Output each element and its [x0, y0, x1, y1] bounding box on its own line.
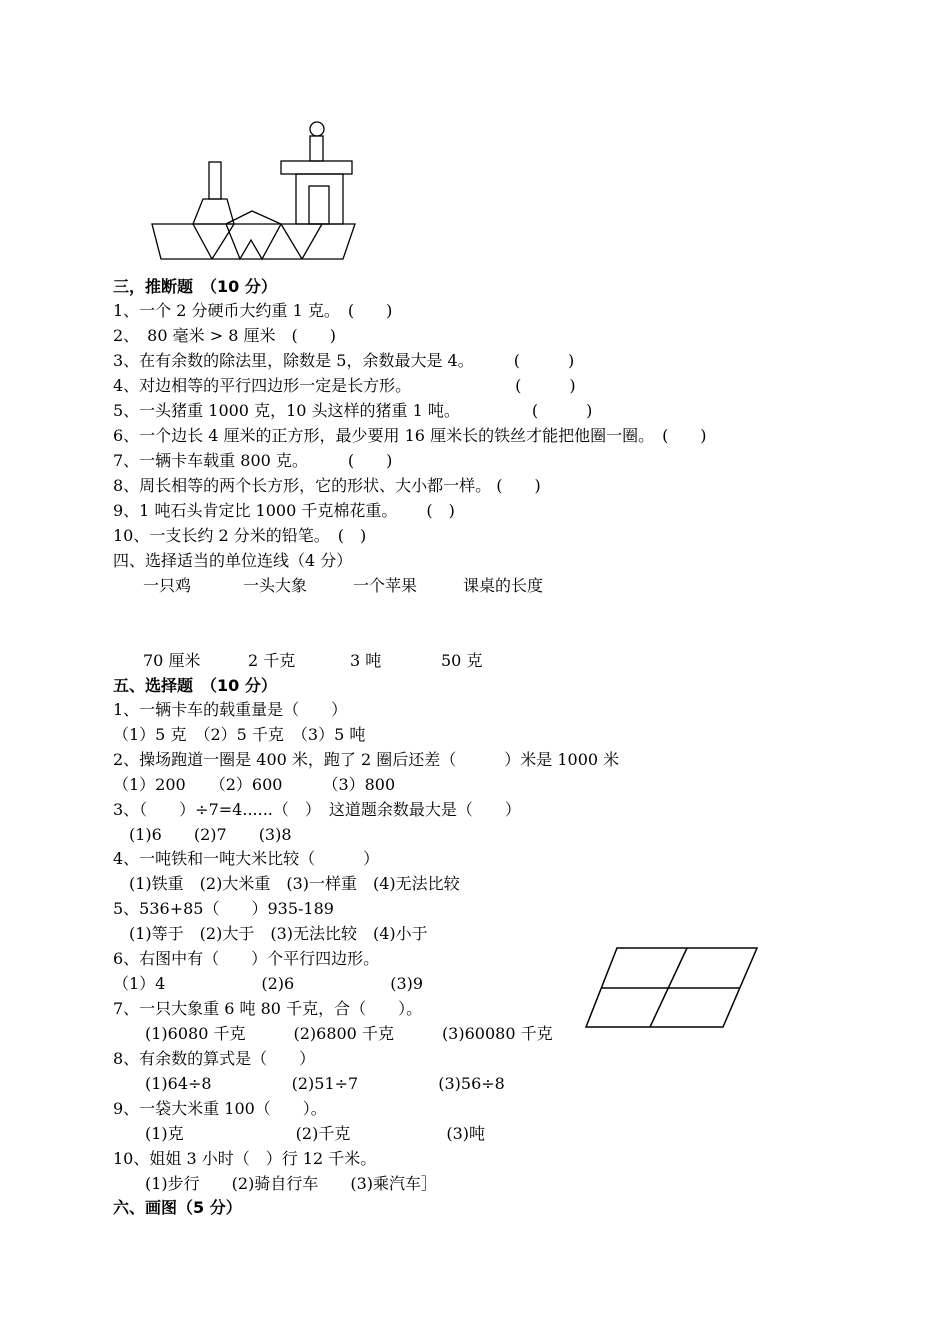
judge-item-2: 2、 80 毫米 > 8 厘米 ( ) [113, 326, 336, 345]
choice-q10: 10、姐姐 3 小时（ ）行 12 千米。 [113, 1149, 377, 1168]
object-chicken: 一只鸡 [143, 576, 192, 595]
unit-3t: 3 吨 [350, 651, 382, 670]
section-3-title: 三，推断题 （10 分） [113, 277, 277, 296]
choice-q3: 3、（ ）÷7=4......（ ） 这道题余数最大是（ ） [113, 800, 521, 819]
choice-q3-options: (1)6 (2)7 (3)8 [113, 825, 292, 844]
choice-q2-options: （1）200 （2）600 （3）800 [113, 775, 396, 794]
judge-item-1: 1、一个 2 分硬币大约重 1 克。 ( ) [113, 301, 393, 320]
unit-70cm: 70 厘米 [143, 651, 201, 670]
choice-q8-options: (1)64÷8 (2)51÷7 (3)56÷8 [113, 1074, 505, 1093]
unit-50g: 50 克 [441, 651, 483, 670]
judge-item-10: 10、一支长约 2 分米的铅笔。 ( ) [113, 526, 367, 545]
object-desk-length: 课桌的长度 [463, 576, 544, 595]
tower-ball [310, 122, 324, 136]
ship-chimney [209, 162, 221, 199]
ship-parallelogram [193, 199, 234, 224]
judge-item-3: 3、在有余数的除法里，除数是 5，余数最大是 4。 ( ) [113, 351, 575, 370]
section-4-title: 四、选择适当的单位连线（4 分） [113, 551, 353, 570]
section-6-title: 六、画图（5 分） [113, 1198, 242, 1217]
choice-q10-options: (1)步行 (2)骑自行车 (3)乘汽车］ [113, 1174, 437, 1193]
ship-shapes-figure [0, 0, 950, 280]
judge-item-4: 4、对边相等的平行四边形一定是长方形。 ( ) [113, 376, 576, 395]
judge-item-8: 8、周长相等的两个长方形，它的形状、大小都一样。 ( ) [113, 476, 541, 495]
choice-q6: 6、右图中有（ ）个平行四边形。 [113, 949, 380, 968]
choice-q6-options: （1）4 (2)6 (3)9 [113, 974, 424, 993]
tower-crossbar [281, 161, 352, 174]
choice-q9: 9、一袋大米重 100（ ）。 [113, 1099, 327, 1118]
judge-item-9: 9、1 吨石头肯定比 1000 千克棉花重。 ( ) [113, 501, 455, 520]
choice-q1-options: （1）5 克 （2）5 千克 （3）5 吨 [113, 725, 366, 744]
unit-2kg: 2 千克 [248, 651, 296, 670]
choice-q5-options: (1)等于 (2)大于 (3)无法比较 (4)小于 [113, 924, 428, 943]
tower-base [296, 174, 343, 224]
choice-q5: 5、536+85（ ）935-189 [113, 899, 334, 918]
choice-q8: 8、有余数的算式是（ ） [113, 1049, 316, 1068]
section-5-title: 五、选择题 （10 分） [113, 676, 277, 695]
choice-q4: 4、一吨铁和一吨大米比较（ ） [113, 849, 380, 868]
choice-q7: 7、一只大象重 6 吨 80 千克，合（ ）。 [113, 999, 423, 1018]
judge-item-5: 5、一头猪重 1000 克，10 头这样的猪重 1 吨。 ( ) [113, 401, 593, 420]
object-elephant: 一头大象 [243, 576, 308, 595]
choice-q9-options: (1)克 (2)千克 (3)吨 [113, 1124, 485, 1143]
choice-q7-options: (1)6080 千克 (2)6800 千克 (3)60080 千克 [113, 1024, 553, 1043]
choice-q2: 2、操场跑道一圈是 400 米，跑了 2 圈后还差（ ）米是 1000 米 [113, 750, 620, 769]
judge-item-6: 6、一个边长 4 厘米的正方形，最少要用 16 厘米长的铁丝才能把他圈一圈。 ( ) [113, 426, 707, 445]
ship-triangle [226, 211, 281, 259]
choice-q1: 1、一辆卡车的载重量是（ ） [113, 700, 348, 719]
choice-q4-options: (1)铁重 (2)大米重 (3)一样重 (4)无法比较 [113, 874, 460, 893]
judge-item-7: 7、一辆卡车载重 800 克。 ( ) [113, 451, 393, 470]
parallelogram-grid-figure [583, 944, 773, 1040]
ship-hull [152, 224, 355, 259]
object-apple: 一个苹果 [353, 576, 418, 595]
